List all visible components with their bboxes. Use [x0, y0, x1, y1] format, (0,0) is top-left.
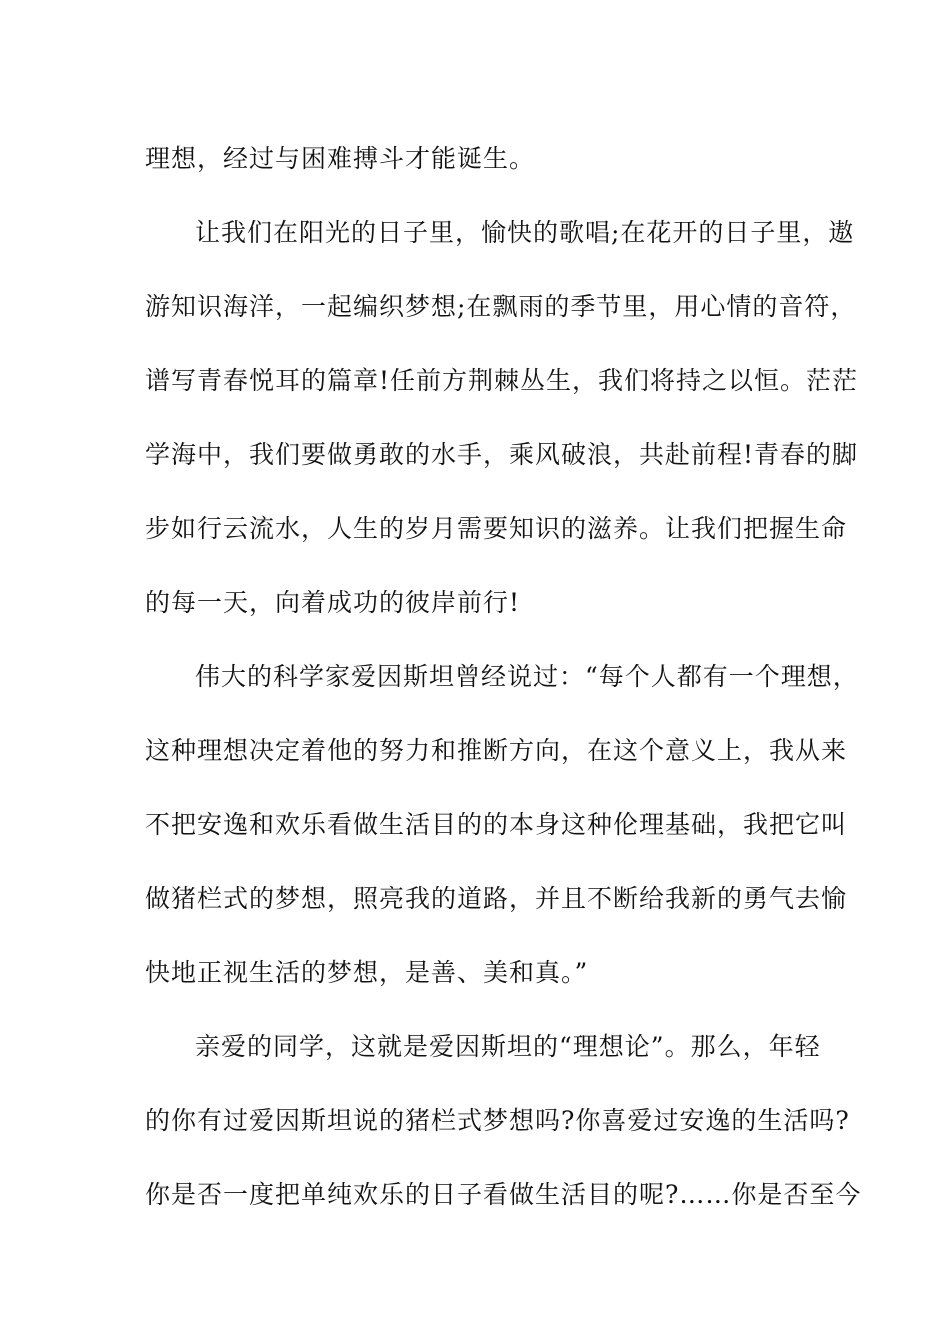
text-line: 这种理想决定着他的努力和推断方向，在这个意义上，我从来 — [145, 736, 848, 765]
text-line: 做猪栏式的梦想，照亮我的道路，并且不断给我新的勇气去愉 — [145, 884, 848, 913]
paragraph-start-line: 让我们在阳光的日子里，愉快的歌唱;在花开的日子里，遨 — [195, 218, 855, 247]
text-line: 学海中，我们要做勇敢的水手，乘风破浪，共赴前程!青春的脚 — [145, 440, 859, 469]
text-line: 步如行云流水，人生的岁月需要知识的滋养。让我们把握生命 — [145, 514, 848, 543]
paragraph-start-line: 伟大的科学家爱因斯坦曾经说过：“每个人都有一个理想， — [195, 662, 859, 691]
text-line: 游知识海洋，一起编织梦想;在飘雨的季节里，用心情的音符， — [145, 292, 857, 321]
text-line: 谱写青春悦耳的篇章!任前方荆棘丛生，我们将持之以恒。茫茫 — [145, 366, 859, 395]
text-line: 你是否一度把单纯欢乐的日子看做生活目的呢?……你是否至今 — [145, 1180, 862, 1209]
text-line: 不把安逸和欢乐看做生活目的的本身这种伦理基础，我把它叫 — [145, 810, 848, 839]
paragraph-start-line: 亲爱的同学，这就是爱因斯坦的“理想论”。那么，年轻 — [195, 1032, 821, 1061]
text-line: 理想，经过与困难搏斗才能诞生。 — [145, 144, 536, 173]
text-line: 的你有过爱因斯坦说的猪栏式梦想吗?你喜爱过安逸的生活吗? — [145, 1106, 850, 1135]
text-line: 的每一天，向着成功的彼岸前行! — [145, 588, 521, 617]
text-line: 快地正视生活的梦想，是善、美和真。” — [145, 958, 589, 987]
body-text — [145, 122, 862, 1232]
